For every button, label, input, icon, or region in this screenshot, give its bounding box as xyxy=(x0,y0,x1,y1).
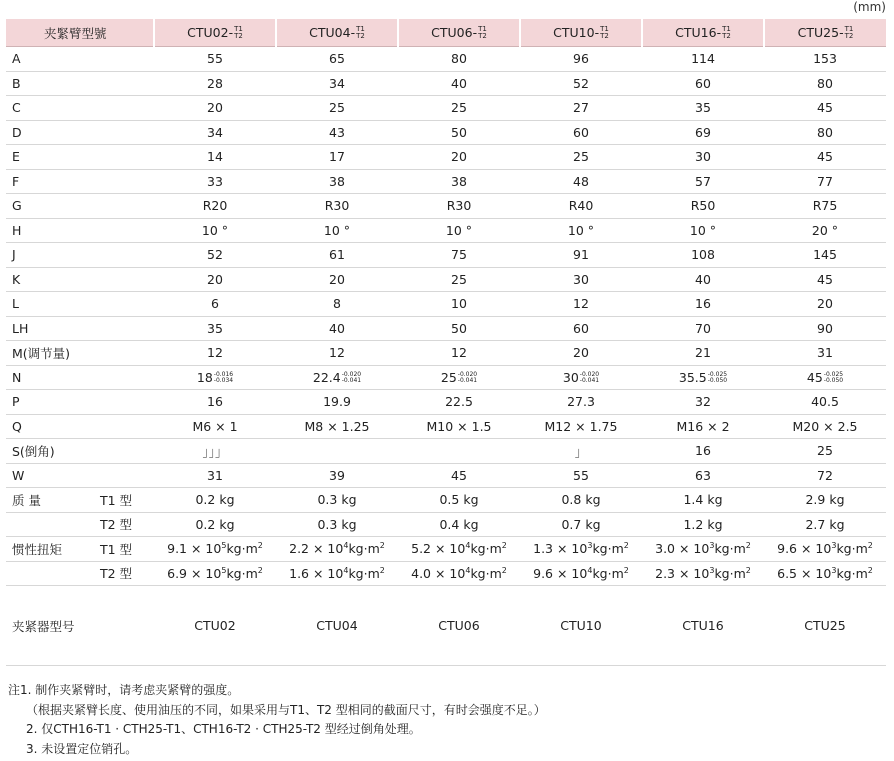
table-cell: 20 xyxy=(520,341,642,366)
table-cell xyxy=(154,537,276,562)
table-cell: 60 xyxy=(520,120,642,145)
row-label: C xyxy=(6,96,154,121)
table-cell: M8 × 1.25 xyxy=(276,414,398,439)
tolerance xyxy=(214,372,233,384)
table-cell: 20 xyxy=(398,145,520,170)
exponent: 3 xyxy=(587,541,593,551)
table-cell: 1.4 kg xyxy=(642,488,764,513)
table-cell: R40 xyxy=(520,194,642,219)
table-cell: 39 xyxy=(276,463,398,488)
table-cell: 40.5 xyxy=(764,390,886,415)
mantissa: 4.0 × 10 xyxy=(411,565,466,581)
table-cell: 108 xyxy=(642,243,764,268)
table-cell: 0.7 kg xyxy=(520,512,642,537)
type-label: T1 型 xyxy=(100,541,133,557)
unit: kg·m xyxy=(470,565,502,581)
unit: kg·m xyxy=(226,565,258,581)
table-cell: 34 xyxy=(154,120,276,145)
table-cell xyxy=(520,537,642,562)
table-row xyxy=(6,414,886,439)
exponent: 5 xyxy=(221,541,227,551)
table-row xyxy=(6,316,886,341)
table-cell: 55 xyxy=(520,463,642,488)
table-cell: 50 xyxy=(398,316,520,341)
table-cell: 0.2 kg xyxy=(154,512,276,537)
exponent: 3 xyxy=(709,565,715,575)
nominal-value: 22.4 xyxy=(312,369,341,385)
table-cell: 32 xyxy=(642,390,764,415)
table-cell: 52 xyxy=(520,71,642,96)
group-label-cell xyxy=(6,512,154,537)
tolerance-lower: -0.050 xyxy=(707,377,728,385)
table-cell: 10 ° xyxy=(642,218,764,243)
header-model: CTU06- T1 T2 xyxy=(398,19,520,47)
table-cell: 91 xyxy=(520,243,642,268)
table-cell: 75 xyxy=(398,243,520,268)
table-cell: 10 ° xyxy=(276,218,398,243)
table-cell: R75 xyxy=(764,194,886,219)
exponent: 3 xyxy=(831,565,837,575)
table-cell: 50 xyxy=(398,120,520,145)
table-cell: 80 xyxy=(398,47,520,72)
mantissa: 5.2 × 10 xyxy=(411,541,466,557)
exponent: 3 xyxy=(709,541,715,551)
table-row xyxy=(6,47,886,72)
table-cell: 43 xyxy=(276,120,398,145)
mantissa: 6.9 × 10 xyxy=(167,565,222,581)
table-row xyxy=(6,365,886,390)
mantissa: 9.1 × 10 xyxy=(167,541,222,557)
table-cell: 12 xyxy=(276,341,398,366)
table-cell: 20 xyxy=(154,96,276,121)
table-cell: 45 xyxy=(764,267,886,292)
note-line: 3. 未设置定位销孔。 xyxy=(26,741,138,756)
table-cell: 45 xyxy=(764,145,886,170)
table-row xyxy=(6,96,886,121)
table-cell: 0.2 kg xyxy=(154,488,276,513)
table-cell xyxy=(398,561,520,586)
table-row xyxy=(6,463,886,488)
group-label-cell xyxy=(6,561,154,586)
tolerance-upper: -0.025 xyxy=(707,371,728,379)
type-label: T2 型 xyxy=(100,566,133,582)
table-cell: 80 xyxy=(764,120,886,145)
row-label: H xyxy=(6,218,154,243)
table-cell: R30 xyxy=(398,194,520,219)
unit-power: 2 xyxy=(623,565,629,575)
table-cell: 19.9 xyxy=(276,390,398,415)
table-cell xyxy=(642,365,764,390)
table-cell: 40 xyxy=(276,316,398,341)
table-cell: M12 × 1.75 xyxy=(520,414,642,439)
header-model: CTU10- T1 T2 xyxy=(520,19,642,47)
table-cell: 31 xyxy=(154,463,276,488)
exponent: 4 xyxy=(465,565,471,575)
mantissa: 2.3 × 10 xyxy=(655,565,710,581)
unit: kg·m xyxy=(348,541,380,557)
mantissa: 6.5 × 10 xyxy=(777,565,832,581)
unit-power: 2 xyxy=(745,541,751,551)
table-cell: 57 xyxy=(642,169,764,194)
table-cell xyxy=(764,561,886,586)
nominal-value: 45 xyxy=(806,369,823,385)
table-row xyxy=(6,488,886,513)
unit: kg·m xyxy=(714,541,746,557)
table-cell: R20 xyxy=(154,194,276,219)
table-cell: 0.4 kg xyxy=(398,512,520,537)
table-cell xyxy=(276,365,398,390)
table-cell xyxy=(398,365,520,390)
table-row xyxy=(6,218,886,243)
row-label: W xyxy=(6,463,154,488)
table-cell: 30 xyxy=(642,145,764,170)
table-cell: 30 xyxy=(520,267,642,292)
table-cell: CTU02 xyxy=(154,586,276,666)
row-label: K xyxy=(6,267,154,292)
table-cell: 10 xyxy=(398,292,520,317)
table-cell: 52 xyxy=(154,243,276,268)
table-cell xyxy=(764,537,886,562)
tolerance xyxy=(342,372,361,384)
tolerance-upper: -0.025 xyxy=(823,371,844,379)
exponent: 4 xyxy=(465,541,471,551)
table-row xyxy=(6,586,886,666)
table-cell: 12 xyxy=(398,341,520,366)
row-label: G xyxy=(6,194,154,219)
table-cell: 48 xyxy=(520,169,642,194)
table-cell: 35 xyxy=(154,316,276,341)
row-label: M(调节量) xyxy=(6,341,154,366)
table-cell: 22.5 xyxy=(398,390,520,415)
mantissa: 2.2 × 10 xyxy=(289,541,344,557)
unit-power: 2 xyxy=(379,565,385,575)
row-label: E xyxy=(6,145,154,170)
group-label-cell xyxy=(6,537,154,562)
row-label: F xyxy=(6,169,154,194)
exponent: 4 xyxy=(343,565,349,575)
table-row xyxy=(6,145,886,170)
table-cell xyxy=(276,537,398,562)
table-cell: 25 xyxy=(520,145,642,170)
table-cell: 25 xyxy=(764,439,886,464)
table-cell xyxy=(764,365,886,390)
unit: kg·m xyxy=(714,565,746,581)
tolerance xyxy=(580,372,599,384)
type-label: T2 型 xyxy=(100,517,133,533)
unit-power: 2 xyxy=(379,541,385,551)
table-cell: 12 xyxy=(520,292,642,317)
tolerance-lower: -0.041 xyxy=(579,377,600,385)
unit: kg·m xyxy=(836,565,868,581)
table-cell: 」 xyxy=(520,439,642,464)
tolerance-upper: -0.020 xyxy=(341,371,362,379)
table-cell: 35 xyxy=(642,96,764,121)
table-cell: 20 ° xyxy=(764,218,886,243)
table-cell: CTU04 xyxy=(276,586,398,666)
table-cell: 70 xyxy=(642,316,764,341)
tolerance-lower: -0.050 xyxy=(823,377,844,385)
tolerance xyxy=(458,372,477,384)
type-label: T1 型 xyxy=(100,492,133,508)
table-cell: 34 xyxy=(276,71,398,96)
table-cell xyxy=(520,561,642,586)
tolerance-lower: -0.034 xyxy=(213,377,234,385)
table-cell: 0.3 kg xyxy=(276,512,398,537)
table-cell: 17 xyxy=(276,145,398,170)
table-cell: 145 xyxy=(764,243,886,268)
table-cell: 55 xyxy=(154,47,276,72)
row-label: S(倒角) xyxy=(6,439,154,464)
tolerance-upper: -0.016 xyxy=(213,371,234,379)
table-cell: 16 xyxy=(642,292,764,317)
table-cell: 45 xyxy=(764,96,886,121)
table-row xyxy=(6,561,886,586)
table-cell: 40 xyxy=(642,267,764,292)
table-cell: 72 xyxy=(764,463,886,488)
unit: kg·m xyxy=(592,541,624,557)
table-cell: CTU06 xyxy=(398,586,520,666)
table-cell xyxy=(154,365,276,390)
table-cell: 10 ° xyxy=(398,218,520,243)
table-cell: CTU25 xyxy=(764,586,886,666)
table-cell: 21 xyxy=(642,341,764,366)
group-label: 惯性扭矩 xyxy=(12,541,63,557)
header-model: CTU25- T1 T2 xyxy=(764,19,886,47)
header-row xyxy=(6,19,886,47)
row-label: LH xyxy=(6,316,154,341)
table-cell: 96 xyxy=(520,47,642,72)
header-model: CTU02- T1 T2 xyxy=(154,19,276,47)
table-cell: 10 ° xyxy=(154,218,276,243)
exponent: 3 xyxy=(831,541,837,551)
table-cell: M10 × 1.5 xyxy=(398,414,520,439)
note-line: 注1. 制作夹紧臂时，请考虑夹紧臂的强度。 xyxy=(8,683,240,697)
table-cell: 25 xyxy=(398,96,520,121)
row-label: N xyxy=(6,365,154,390)
table-cell: 6 xyxy=(154,292,276,317)
table-body xyxy=(6,47,886,666)
table-cell xyxy=(398,537,520,562)
row-label: Q xyxy=(6,414,154,439)
unit-power: 2 xyxy=(867,565,873,575)
table-cell: 31 xyxy=(764,341,886,366)
table-cell: CTU10 xyxy=(520,586,642,666)
mantissa: 1.6 × 10 xyxy=(289,565,344,581)
note-line: （根据夹紧臂长度、使用油压的不同，如果采用与T1、T2 型相同的截面尺寸，有时会强度不足。） xyxy=(26,702,546,717)
table-cell: 60 xyxy=(642,71,764,96)
row-label: J xyxy=(6,243,154,268)
row-label: B xyxy=(6,71,154,96)
table-cell: 27 xyxy=(520,96,642,121)
table-cell: 40 xyxy=(398,71,520,96)
unit: kg·m xyxy=(470,541,502,557)
table-cell: 65 xyxy=(276,47,398,72)
table-row xyxy=(6,169,886,194)
table-cell: 38 xyxy=(398,169,520,194)
nominal-value: 18 xyxy=(196,369,213,385)
nominal-value: 35.5 xyxy=(678,369,707,385)
table-row xyxy=(6,120,886,145)
unit-power: 2 xyxy=(623,541,629,551)
nominal-value: 25 xyxy=(440,369,457,385)
table-cell: 25 xyxy=(398,267,520,292)
table-cell: 10 ° xyxy=(520,218,642,243)
table-cell: 1.2 kg xyxy=(642,512,764,537)
unit-power: 2 xyxy=(867,541,873,551)
tolerance-upper: -0.020 xyxy=(457,371,478,379)
mantissa: 9.6 × 10 xyxy=(533,565,588,581)
mantissa: 1.3 × 10 xyxy=(533,541,588,557)
table-cell: R50 xyxy=(642,194,764,219)
table-cell: 63 xyxy=(642,463,764,488)
row-label: A xyxy=(6,47,154,72)
exponent: 4 xyxy=(343,541,349,551)
unit-power: 2 xyxy=(501,565,507,575)
table-row xyxy=(6,390,886,415)
unit: kg·m xyxy=(226,541,258,557)
table-cell: 38 xyxy=(276,169,398,194)
table-cell: R30 xyxy=(276,194,398,219)
table-cell: 80 xyxy=(764,71,886,96)
unit: kg·m xyxy=(592,565,624,581)
row-label: D xyxy=(6,120,154,145)
table-cell: 20 xyxy=(276,267,398,292)
table-cell: 8 xyxy=(276,292,398,317)
table-cell xyxy=(520,365,642,390)
table-cell: 25 xyxy=(276,96,398,121)
tolerance-upper: -0.020 xyxy=(579,371,600,379)
unit: kg·m xyxy=(348,565,380,581)
tolerance-lower: -0.041 xyxy=(457,377,478,385)
table-cell: 2.9 kg xyxy=(764,488,886,513)
row-label: P xyxy=(6,390,154,415)
table-row xyxy=(6,267,886,292)
table-row xyxy=(6,243,886,268)
tolerance xyxy=(708,372,727,384)
header-model: CTU04- T1 T2 xyxy=(276,19,398,47)
mantissa: 3.0 × 10 xyxy=(655,541,710,557)
table-cell: 」」」 xyxy=(154,439,276,464)
table-cell: 20 xyxy=(154,267,276,292)
table-cell: 16 xyxy=(154,390,276,415)
table-cell xyxy=(642,561,764,586)
spec-table xyxy=(6,19,886,666)
unit: kg·m xyxy=(836,541,868,557)
table-cell: 12 xyxy=(154,341,276,366)
unit-power: 2 xyxy=(257,565,263,575)
unit-power: 2 xyxy=(257,541,263,551)
tolerance xyxy=(824,372,843,384)
table-cell: 33 xyxy=(154,169,276,194)
nominal-value: 30 xyxy=(562,369,579,385)
header-label: 夹緊臂型號 xyxy=(6,19,154,47)
table-cell xyxy=(276,439,398,464)
table-row xyxy=(6,341,886,366)
row-label: L xyxy=(6,292,154,317)
table-cell: 27.3 xyxy=(520,390,642,415)
table-cell: 45 xyxy=(398,463,520,488)
table-cell: 90 xyxy=(764,316,886,341)
table-cell xyxy=(642,537,764,562)
unit-power: 2 xyxy=(745,565,751,575)
table-cell xyxy=(276,561,398,586)
table-cell: 20 xyxy=(764,292,886,317)
table-row xyxy=(6,194,886,219)
table-cell: 153 xyxy=(764,47,886,72)
notes xyxy=(8,681,546,759)
table-cell: 69 xyxy=(642,120,764,145)
header-model: CTU16- T1 T2 xyxy=(642,19,764,47)
table-cell: 2.7 kg xyxy=(764,512,886,537)
table-cell: 14 xyxy=(154,145,276,170)
table-cell xyxy=(398,439,520,464)
table-cell: M16 × 2 xyxy=(642,414,764,439)
table-cell xyxy=(154,561,276,586)
table-cell: CTU16 xyxy=(642,586,764,666)
table-cell: 28 xyxy=(154,71,276,96)
unit-power: 2 xyxy=(501,541,507,551)
table-cell: 0.3 kg xyxy=(276,488,398,513)
table-cell: 16 xyxy=(642,439,764,464)
tolerance-lower: -0.041 xyxy=(341,377,362,385)
table-row xyxy=(6,292,886,317)
table-row xyxy=(6,512,886,537)
table-row xyxy=(6,439,886,464)
group-label: 质 量 xyxy=(12,492,41,508)
table-cell: M20 × 2.5 xyxy=(764,414,886,439)
table-cell: 61 xyxy=(276,243,398,268)
unit-label: (mm) xyxy=(853,0,886,14)
note-line: 2. 仅CTH16-T1 · CTH25-T1、CTH16-T2 · CTH25-T2 型经过倒角处理。 xyxy=(26,722,421,736)
table-cell: 114 xyxy=(642,47,764,72)
table-cell: 0.8 kg xyxy=(520,488,642,513)
row-label: 夹紧器型号 xyxy=(6,586,154,666)
table-cell: 77 xyxy=(764,169,886,194)
exponent: 5 xyxy=(221,565,227,575)
table-cell: M6 × 1 xyxy=(154,414,276,439)
table-cell: 60 xyxy=(520,316,642,341)
exponent: 4 xyxy=(587,565,593,575)
table-cell: 0.5 kg xyxy=(398,488,520,513)
table-row xyxy=(6,537,886,562)
group-label-cell xyxy=(6,488,154,513)
mantissa: 9.6 × 10 xyxy=(777,541,832,557)
table-row xyxy=(6,71,886,96)
